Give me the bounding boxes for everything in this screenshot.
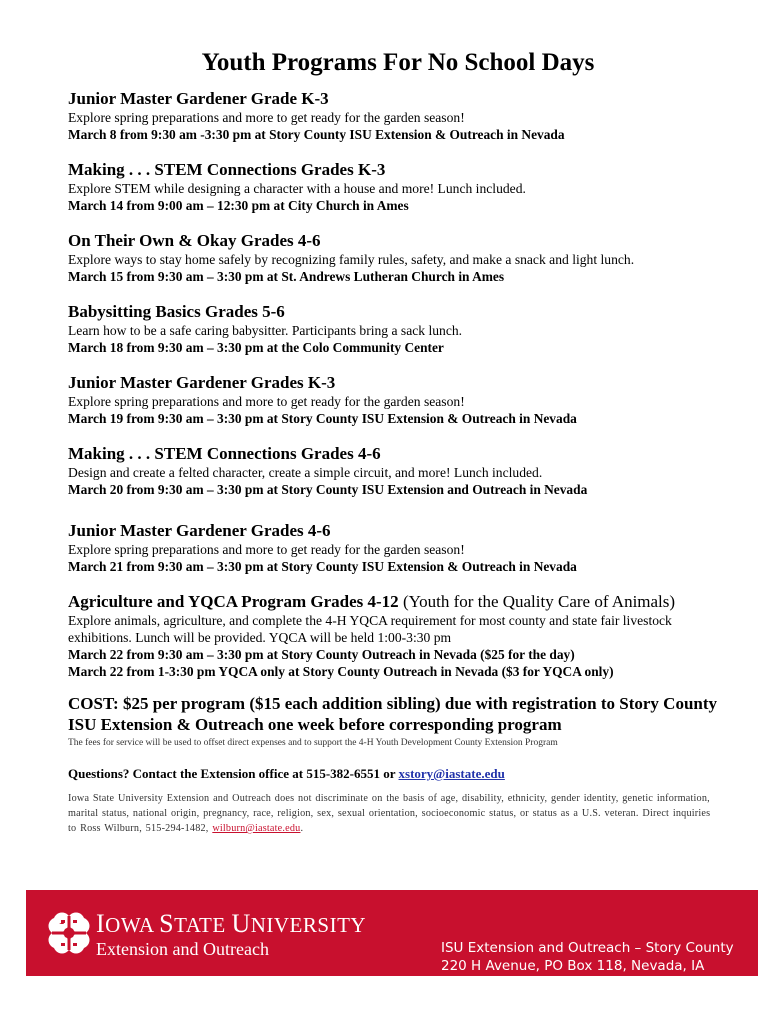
program-item <box>68 301 718 356</box>
contact-line <box>68 765 718 782</box>
program-date: March 14 from 9:00 am – 12:30 pm at City Church in Ames <box>68 198 409 213</box>
program-item <box>68 88 718 143</box>
program-date: March 21 from 9:30 am – 3:30 pm at Story County ISU Extension & Outreach in Nevada <box>68 559 577 574</box>
program-heading <box>68 591 718 612</box>
program-date: March 22 from 9:30 am – 3:30 pm at Story County Outreach in Nevada ($25 for the day) <box>68 647 575 662</box>
program-heading: Making . . . STEM Connections Grades 4-6 <box>68 444 381 463</box>
program-description: Explore spring preparations and more to get ready for the garden season! <box>68 542 465 557</box>
program-heading-paren: (Youth for the Quality Care of Animals) <box>402 592 676 611</box>
program-description: Explore spring preparations and more to get ready for the garden season! <box>68 110 465 125</box>
university-subtitle: Extension and Outreach <box>96 939 269 959</box>
office-address <box>441 939 734 975</box>
nondiscrimination-end: . <box>300 823 304 834</box>
office-address-line1: ISU Extension and Outreach – Story County <box>441 940 734 956</box>
program-date: March 8 from 9:30 am -3:30 pm at Story County ISU Extension & Outreach in Nevada <box>68 127 565 142</box>
program-description: Explore ways to stay home safely by recognizing family rules, safety, and make a snack and light lunch. <box>68 252 635 267</box>
page-title: Youth Programs For No School Days <box>201 49 595 76</box>
contact-text: Questions? Contact the Extension office at 515-382-6551 or <box>68 766 399 781</box>
program-heading: On Their Own & Okay Grades 4-6 <box>68 231 321 250</box>
program-heading: Making . . . STEM Connections Grades K-3 <box>68 160 386 179</box>
program-heading: Junior Master Gardener Grade K-3 <box>68 89 329 108</box>
nondiscrimination-text: Iowa State University Extension and Outreach does not discriminate on the basis of age, disability, ethnicity, gender identity, genetic information, marital status, national origin, pregnancy, race, religion, sex, sexual orientation, socioeconomic status, or status as a U.S. veteran. Direct inquiries to Ross Wilburn, 515-294-1482, <box>68 793 711 834</box>
program-item-agriculture <box>68 591 718 680</box>
program-date: March 20 from 9:30 am – 3:30 pm at Story County ISU Extension and Outreach in Nevada <box>68 482 588 497</box>
program-description: Design and create a felted character, create a simple circuit, and more! Lunch included. <box>68 465 543 480</box>
program-item <box>68 230 718 285</box>
program-date: March 15 from 9:30 am – 3:30 pm at St. Andrews Lutheran Church in Ames <box>68 269 505 284</box>
program-date: March 22 from 1-3:30 pm YQCA only at Story County Outreach in Nevada ($3 for YQCA only) <box>68 664 614 679</box>
program-heading: Babysitting Basics Grades 5-6 <box>68 302 285 321</box>
university-name <box>96 910 366 939</box>
program-heading: Junior Master Gardener Grades 4-6 <box>68 521 331 540</box>
document-body <box>68 46 718 836</box>
cost-statement: COST: $25 per program ($15 each addition sibling) due with registration to Story County ISU Extension & Outreach one week before corresponding program <box>68 694 718 734</box>
program-heading: Junior Master Gardener Grades K-3 <box>68 373 336 392</box>
contact-email-link[interactable]: xstory@iastate.edu <box>398 766 505 781</box>
program-item <box>68 443 718 498</box>
university-name-part: OWA <box>105 913 160 937</box>
university-name-part: TATE <box>174 913 232 937</box>
program-item <box>68 520 718 575</box>
4-h-clover-icon <box>46 910 92 956</box>
university-name-part: U <box>231 909 251 938</box>
university-name-part: S <box>159 909 175 938</box>
university-name-part: I <box>96 909 106 938</box>
program-description: Learn how to be a safe caring babysitter. Participants bring a sack lunch. <box>68 323 463 338</box>
university-name-part: NIVERSITY <box>250 913 367 937</box>
nondiscrimination-statement <box>68 791 718 836</box>
fees-note: The fees for service will be used to offset direct expenses and to support the 4-H Youth Development County Extension Program <box>68 738 558 748</box>
program-item <box>68 159 718 214</box>
program-description: Explore animals, agriculture, and complete the 4-H YQCA requirement for most county and state fair livestock exhibitions. Lunch will be provided. YQCA will be held 1:00-3:30 pm <box>68 613 672 645</box>
footer-banner <box>26 890 758 976</box>
program-description: Explore STEM while designing a character with a house and more! Lunch included. <box>68 181 526 196</box>
program-date: March 18 from 9:30 am – 3:30 pm at the Colo Community Center <box>68 340 444 355</box>
program-description: Explore spring preparations and more to get ready for the garden season! <box>68 394 465 409</box>
program-item <box>68 372 718 427</box>
nondiscrimination-email-link[interactable]: wilburn@iastate.edu <box>212 823 301 834</box>
program-date: March 19 from 9:30 am – 3:30 pm at Story County ISU Extension & Outreach in Nevada <box>68 411 577 426</box>
office-address-line2: 220 H Avenue, PO Box 118, Nevada, IA <box>441 958 705 974</box>
program-heading-main: Agriculture and YQCA Program Grades 4-12 <box>68 592 399 611</box>
